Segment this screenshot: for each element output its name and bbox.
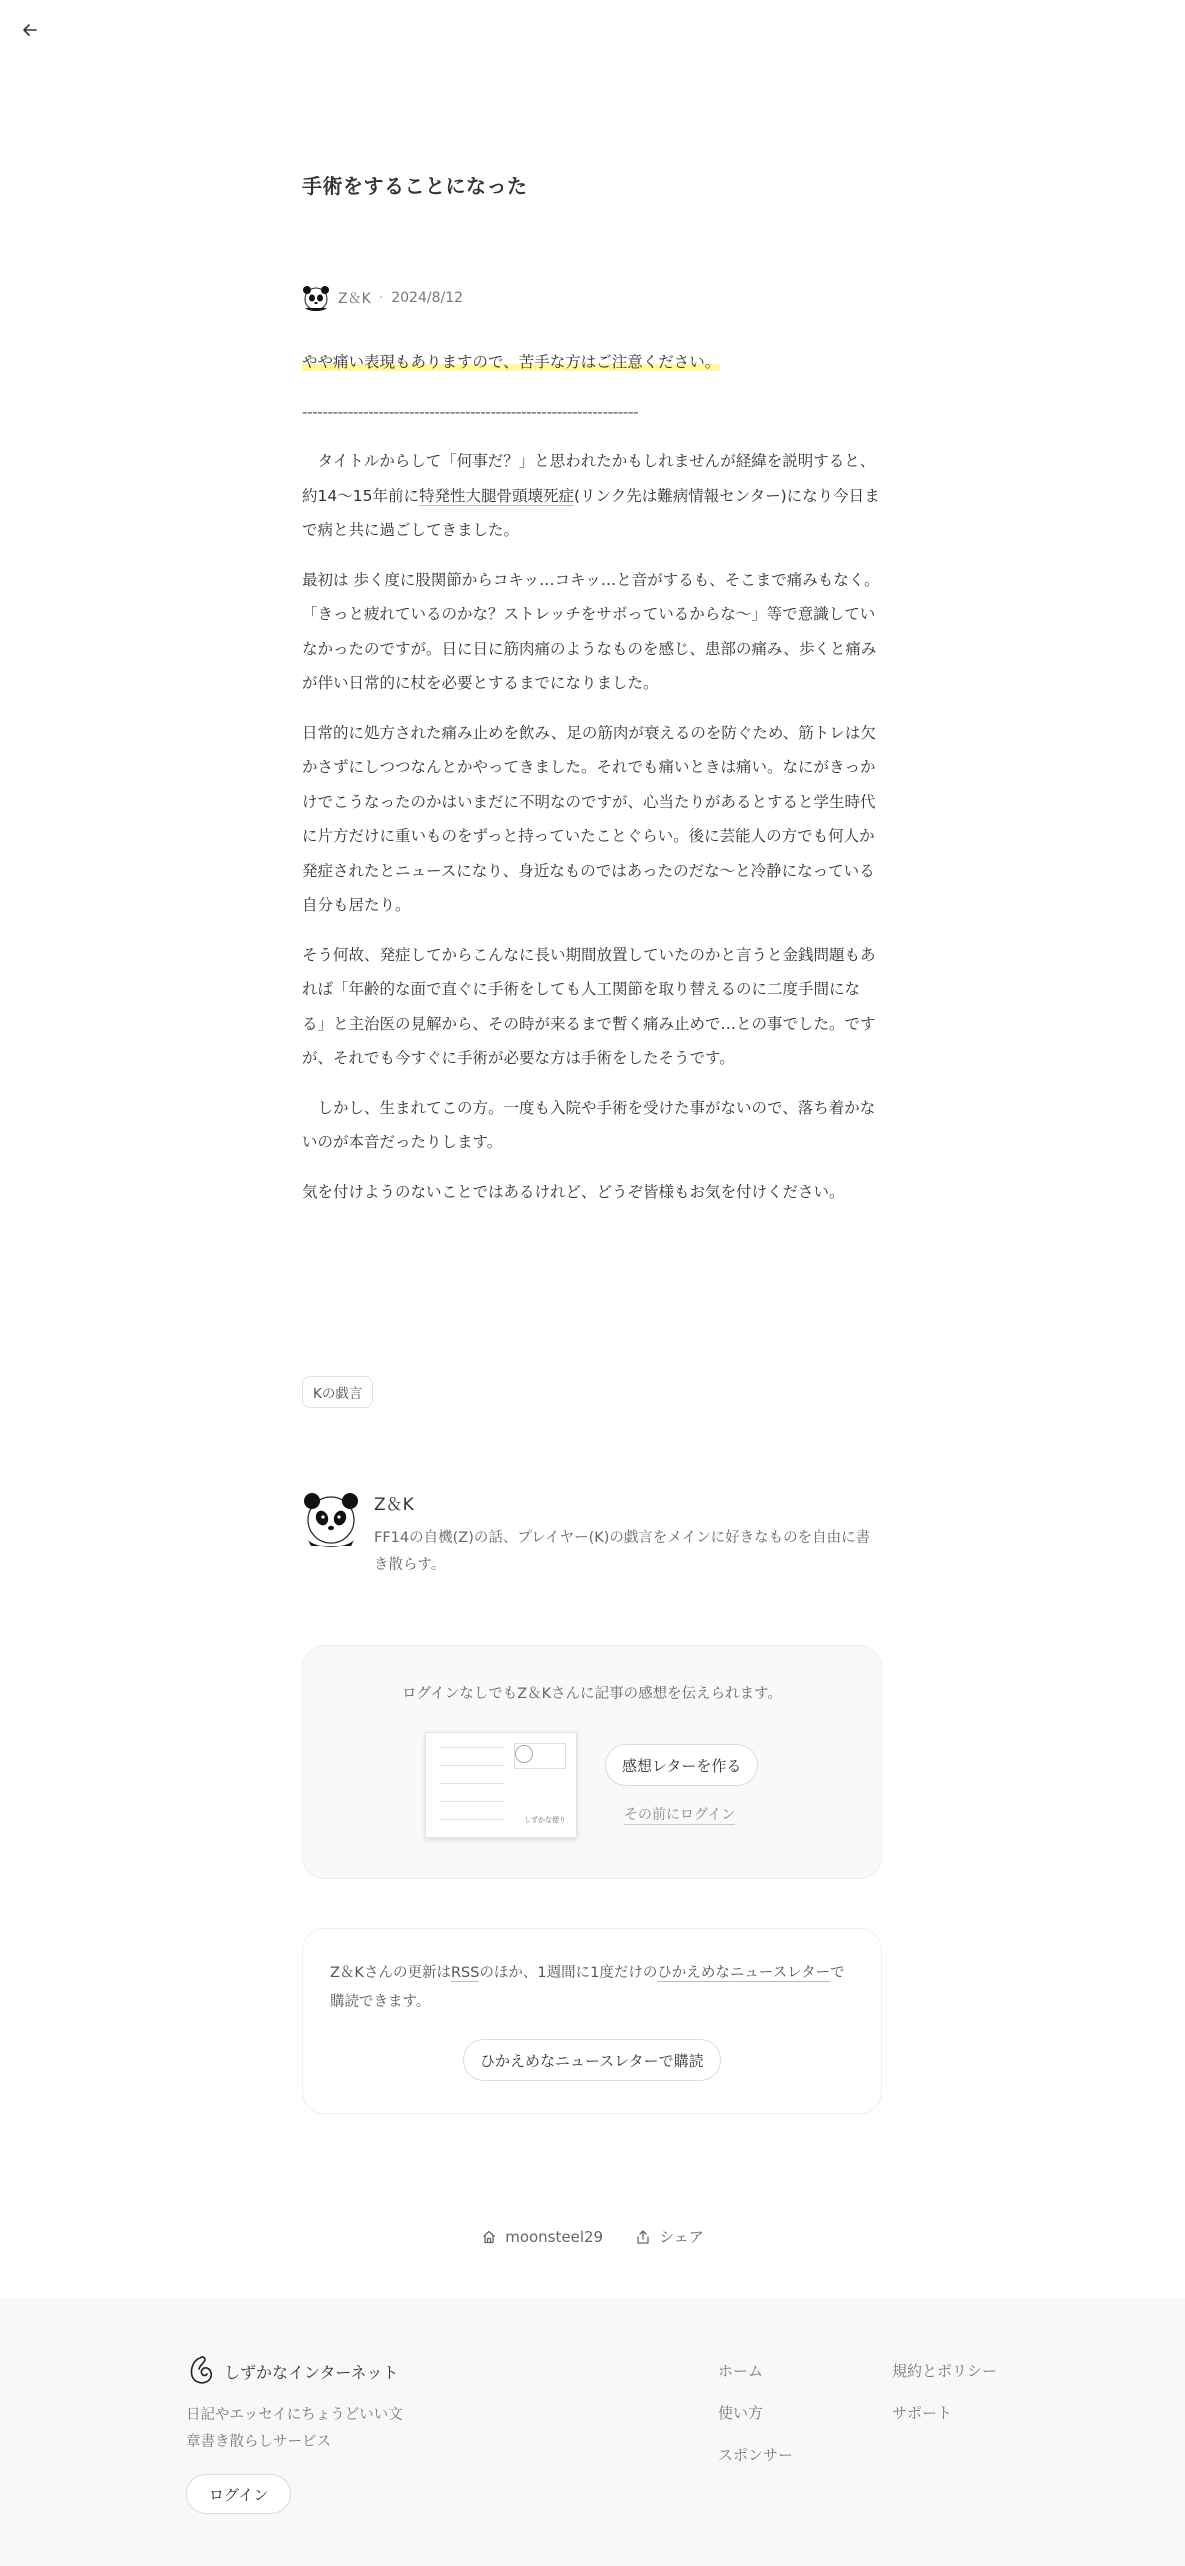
separator: · <box>378 290 384 306</box>
paragraph: タイトルからして「何事だ？」と思われたかもしれませんが経緯を説明すると、約14〜15年前に特発性大腿骨頭壊死症(リンク先は難病情報センター)になり今日まで病と共に過ごしてきました。 <box>302 452 880 539</box>
author-profile-name[interactable]: Z＆K <box>374 1495 414 1515</box>
letter-lead-text: ログインなしでもZ＆Kさんに記事の感想を伝えられます。 <box>401 1686 783 1702</box>
letter-card <box>302 1645 882 1879</box>
author-profile <box>302 1490 882 1579</box>
logo-icon <box>186 2354 218 2388</box>
arrow-left-icon <box>21 21 39 39</box>
paragraph: 気を付けようのないことではあるけれど、どうぞ皆様もお気を付けください。 <box>302 1182 845 1201</box>
newsletter-link[interactable]: ひかえめなニュースレター <box>657 1965 831 1981</box>
postcard-line <box>440 1819 504 1820</box>
postcard-illustration <box>425 1732 577 1838</box>
rss-link[interactable]: RSS <box>450 1965 480 1981</box>
login-first-link[interactable]: その前にログイン <box>624 1804 735 1825</box>
postmark-circle <box>515 1745 533 1763</box>
postcard-line <box>440 1747 504 1748</box>
article-meta <box>302 283 463 313</box>
author-name[interactable]: Z＆K <box>338 291 371 307</box>
home-icon <box>481 2229 497 2245</box>
newsletter-card <box>302 1928 882 2114</box>
footer-description: 日記やエッセイにちょうどいい文章書き散らしサービス <box>186 2407 403 2450</box>
blog-home-link[interactable]: moonsteel29 <box>481 2226 603 2247</box>
page-title: 手術をすることになった <box>302 174 528 198</box>
avatar[interactable] <box>302 284 330 312</box>
share-button[interactable]: シェア <box>635 2226 704 2247</box>
postcard-line <box>440 1801 504 1802</box>
paragraph: 最初は 歩く度に股関節からコキッ…コキッ…と音がするも、そこまで痛みもなく。「きっと疲れているのかな？ストレッチをサボっているからな〜」等で意識していなかったのですが。日に日に筋肉痛のようなものを感じ、患部の痛み、歩くと痛みが伴い日常的に杖を必要とするまでになりました。 <box>302 570 880 692</box>
article-body <box>302 345 882 1224</box>
postcard-line <box>440 1783 504 1784</box>
footer-link-terms[interactable]: 規約とポリシー <box>892 2362 998 2380</box>
tag-chip[interactable]: Kの戯言 <box>302 1376 373 1408</box>
paragraph: しかし、生まれてこの方。一度も入院や手術を受けた事がないので、落ち着かないのが本音だったりします。 <box>302 1098 876 1151</box>
publish-date: 2024/8/12 <box>391 290 464 306</box>
author-bio: FF14の自機(Z)の話、プレイヤー(K)の戯言をメインに好きなものを自由に書き散らす。 <box>374 1530 871 1573</box>
disease-link[interactable]: 特発性大腿骨頭壊死症 <box>418 486 574 505</box>
postcard-line <box>440 1765 504 1766</box>
paragraph: 日常的に処方された痛み止めを飲み、足の筋肉が衰えるのを防ぐため、筋トレは欠かさずにしつつなんとかやってきました。それでも痛いときは痛い。なにがきっかけでこうなったのかはいまだに不明なのですが、心当たりがあるとすると学生時代に片方だけに重いものをずっと持っていたことぐらい。後に芸能人の方でも何人か発症されたとニュースになり、身近なものではあったのだな〜と冷静になっている自分も居たり。 <box>302 723 876 914</box>
footer-nav-column <box>718 2360 793 2486</box>
footer-login-button[interactable]: ログイン <box>186 2474 291 2514</box>
footer-link-sponsor[interactable]: スポンサー <box>718 2446 794 2464</box>
share-icon <box>635 2229 651 2245</box>
paragraph: そう何故、発症してからこんなに長い期間放置していたのかと言うと金銭問題もあれば「年齢的な面で直ぐに手術をしても人工関節を取り替えるのに二度手間になる」と主治医の見解から、その時が来るまで暫く痛み止めで…との事でした。ですが、それでも今すぐに手術が必要な方は手術をしたそうです。 <box>302 945 876 1067</box>
make-letter-button[interactable]: 感想レターを作る <box>605 1744 758 1786</box>
bottom-links <box>0 2226 1185 2247</box>
footer-nav-column <box>892 2360 997 2444</box>
footer-link-support[interactable]: サポート <box>892 2404 953 2422</box>
subscribe-button[interactable]: ひかえめなニュースレターで購読 <box>463 2039 721 2081</box>
newsletter-text: Z＆Kさんの更新はRSSのほか、1週間に1度だけのひかえめなニュースレターで購読できます。 <box>330 1965 845 2010</box>
back-button[interactable] <box>18 18 42 42</box>
warning-text: やや痛い表現もありますので、苦手な方はご注意ください。 <box>302 353 721 371</box>
footer-link-home[interactable]: ホーム <box>718 2362 764 2380</box>
footer-logo[interactable]: しずかなインターネット <box>186 2354 399 2388</box>
author-avatar[interactable] <box>302 1490 360 1548</box>
postcard-brand: しずかな便り <box>524 1816 566 1824</box>
footer <box>0 2298 1185 2566</box>
text-divider: ------------------------------------------------------------------ <box>302 402 639 421</box>
footer-link-howto[interactable]: 使い方 <box>718 2404 764 2422</box>
